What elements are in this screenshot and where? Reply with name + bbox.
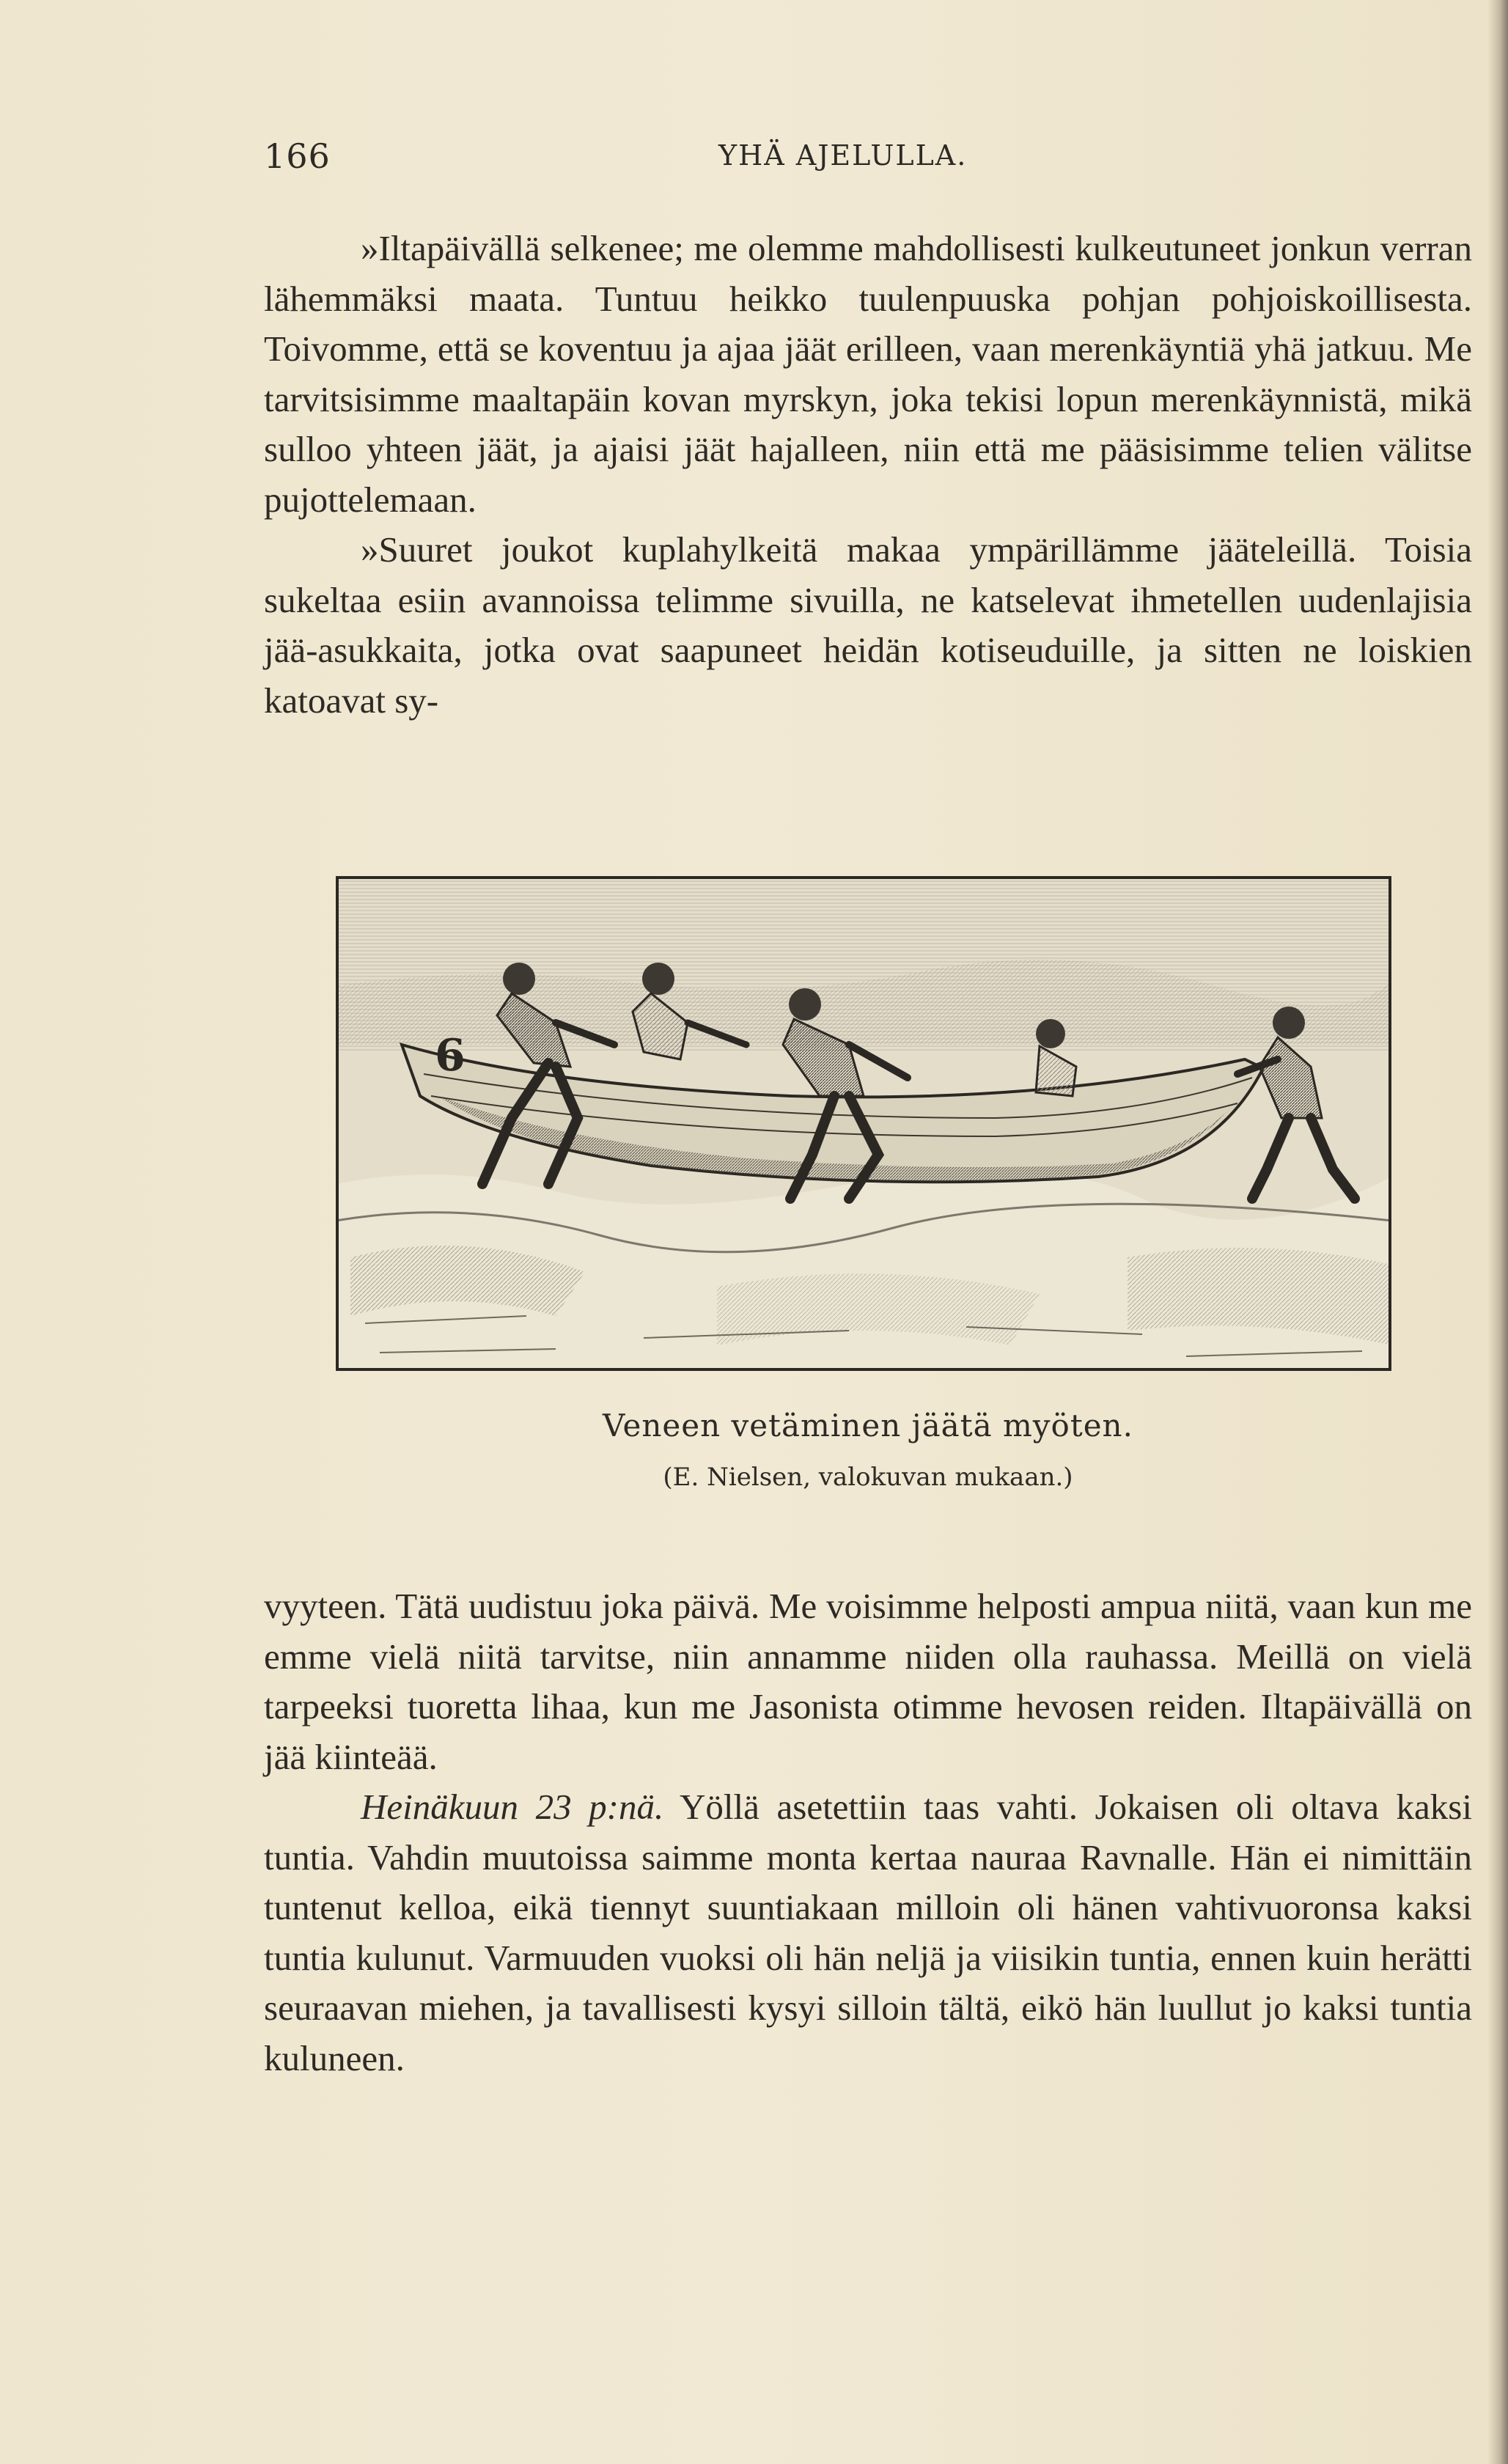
- top-text-block: [264, 224, 1472, 726]
- boat-hauling-engraving: [336, 876, 1391, 1371]
- paragraph: »Iltapäivällä selkenee; me olemme mahdollisesti kulkeutuneet jonkun verran lähemmäksi maata. Tuntuu heikko tuulenpuuska pohjan pohjoiskoillisesta. Toivomme, että se koventuu ja ajaa jäät erilleen, vaan merenkäyntiä yhä jatkuu. Me tarvitsisimme maaltapäin kovan myrskyn, joka tekisi lopun merenkäynnistä, mikä sulloo yhteen jäät, ja ajaisi jäät hajalleen, niin että me pääsisimme telien välitse pujottelemaan.: [264, 228, 1472, 520]
- page-edge-shadow: [1487, 0, 1508, 2464]
- bottom-text-block: [264, 1581, 1472, 2084]
- paragraph-text: Yöllä asetettiin taas vahti. Jokaisen oli oltava kaksi tuntia. Vahdin muutoissa saimme monta kertaa nauraa Ravnalle. Hän ei nimittäin tuntenut kelloa, eikä tiennyt suuntiakaan milloin oli hänen vahtivuoronsa kaksi tuntia kulunut. Varmuuden vuoksi oli hän neljä ja viisikin tuntia, ennen kuin herätti seuraavan miehen, ja tavallisesti kysyi silloin tältä, eikö hän luullut jo kaksi tuntia kuluneen.: [264, 1787, 1472, 2078]
- date-heading: Heinäkuun 23 p:nä.: [361, 1787, 664, 1827]
- figure-credit: (E. Nielsen, valokuvan mukaan.): [663, 1463, 1073, 1492]
- figure-caption: Veneen vetäminen jäätä myöten.: [603, 1408, 1133, 1444]
- paragraph: vyyteen. Tätä uudistuu joka päivä. Me voisimme helposti ampua niitä, vaan kun me emme vielä niitä tarvitse, niin annamme niiden olla rauhassa. Meillä on vielä tarpeeksi tuoretta lihaa, kun me Jasonista otimme hevosen reiden. Iltapäivällä on jää kiinteää.: [264, 1586, 1472, 1777]
- illustration: [336, 876, 1391, 1371]
- boat-number: 6: [435, 1030, 466, 1081]
- running-head: YHÄ AJELULLA.: [718, 139, 968, 172]
- page-number: 166: [264, 136, 331, 176]
- paragraph: »Suuret joukot kuplahylkeitä makaa ympärillämme jääteleillä. Toisia sukeltaa esiin avannoissa telimme sivuilla, ne katselevat ihmetellen uudenlajisia jää-asukkaita, jotka ovat saapuneet heidän kotiseuduille, ja sitten ne loiskien katoavat sy-: [264, 529, 1472, 721]
- page-header: [264, 136, 1474, 180]
- dated-paragraph: [264, 1782, 1472, 2084]
